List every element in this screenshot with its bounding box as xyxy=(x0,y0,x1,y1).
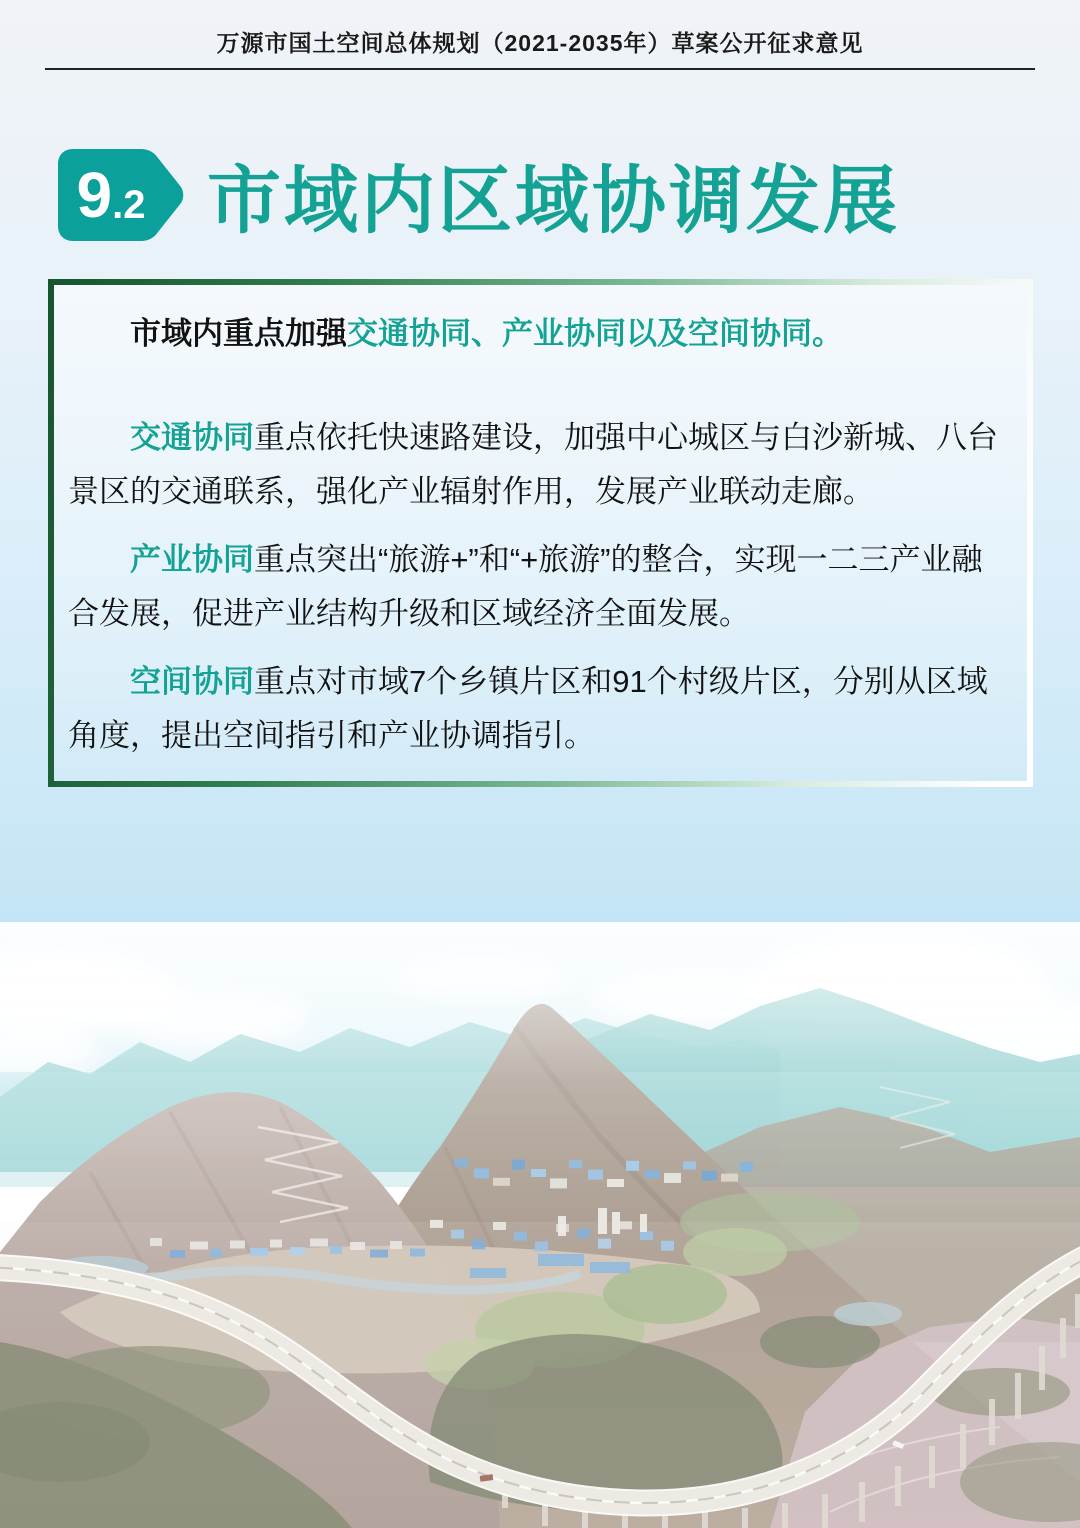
text-segment: 空间协同 xyxy=(130,664,254,699)
document-header-title: 万源市国土空间总体规划（2021-2035年）草案公开征求意见 xyxy=(216,30,864,56)
section-number-badge xyxy=(55,147,189,243)
content-paragraph xyxy=(68,533,1007,641)
content-paragraph xyxy=(68,655,1007,763)
document-header xyxy=(0,0,1080,70)
content-paragraph xyxy=(68,411,1007,519)
aerial-photo xyxy=(0,922,1080,1528)
text-segment: 市域内重点加强 xyxy=(130,316,347,351)
page-title: 市域内区域协调发展 xyxy=(207,159,900,242)
text-segment: 重点对市域7个乡镇片区和91个村级片区，分别从区域角度，提出空间指引和产业协调指引。 xyxy=(68,664,988,753)
content-paragraph xyxy=(68,307,1007,361)
text-segment: 重点依托快速路建设，加强中心城区与白沙新城、八台景区的交通联系，强化产业辐射作用，发展产业联动走廊。 xyxy=(68,420,998,509)
section-number-major: 9 xyxy=(76,159,113,231)
text-segment: 产业协同 xyxy=(130,542,254,577)
text-segment: 交通协同 xyxy=(130,420,254,455)
section-heading xyxy=(55,142,1080,248)
header-divider-line xyxy=(45,68,1035,70)
aerial-photo-illustration xyxy=(0,922,1080,1528)
content-box xyxy=(48,279,1033,787)
section-number-minor: .2 xyxy=(112,183,146,227)
haze-overlay xyxy=(0,922,1080,1528)
section-number xyxy=(55,147,189,243)
text-segment: 重点突出“旅游+”和“+旅游”的整合，实现一二三产业融合发展，促进产业结构升级和区域经济全面发展。 xyxy=(68,542,983,631)
text-segment: 交通协同、产业协同以及空间协同。 xyxy=(347,316,843,351)
